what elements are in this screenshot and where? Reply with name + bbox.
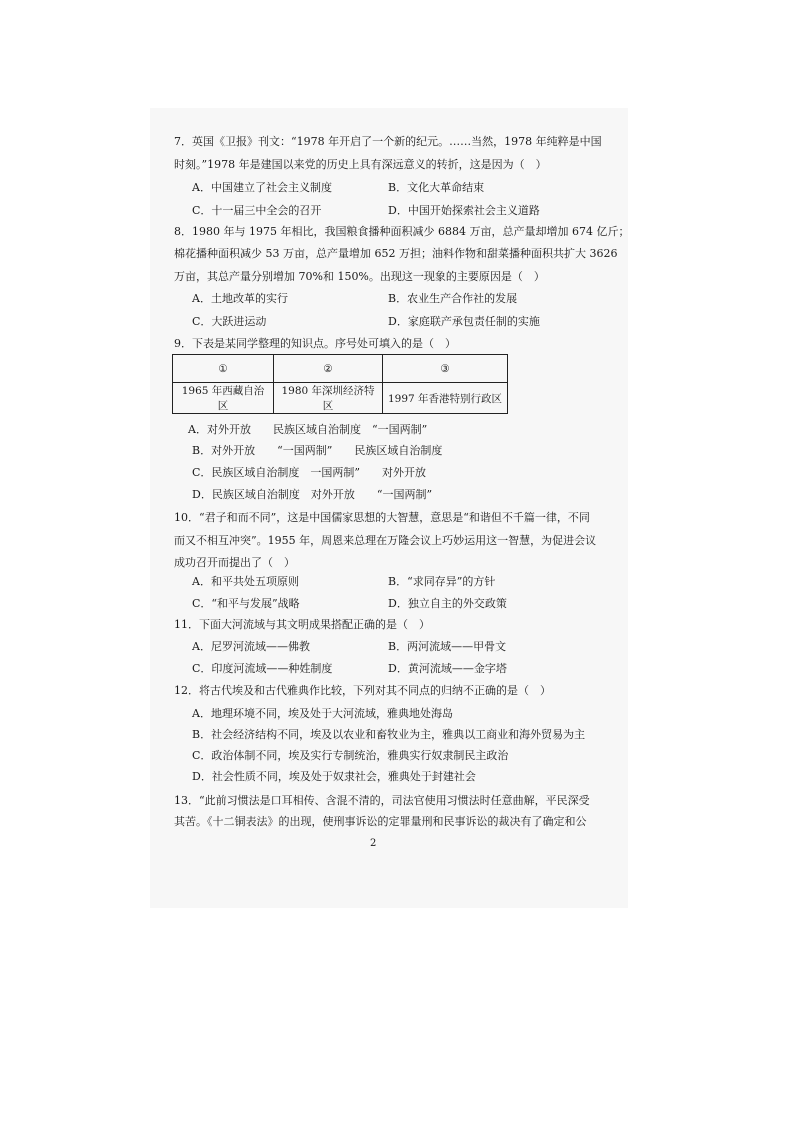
question-9-option-d: D．民族区域自治制度 对外开放 “一国两制” — [192, 488, 433, 501]
table-header-cell: ② — [274, 355, 383, 383]
question-12-option-b: B．社会经济结构不同，埃及以农业和畜牧业为主，雅典以工商业和海外贸易为主 — [192, 728, 586, 741]
question-10-line-2: 而又不相互冲突”。1955 年，周恩来总理在万隆会议上巧妙运用这一智慧，为促进会议 — [174, 534, 597, 547]
table-header-row — [173, 355, 508, 383]
question-8-option-a: A．土地改革的实行 — [192, 292, 288, 305]
question-10-line-1: 10．“君子和而不同”，这是中国儒家思想的大智慧，意思是“和谐但不千篇一律，不同 — [174, 511, 590, 524]
question-7-line-2: 时刻。”1978 年是建国以来党的历史上具有深远意义的转折，这是因为（ ） — [174, 158, 547, 171]
question-11-option-d: D．黄河流域——金字塔 — [388, 662, 507, 675]
question-8-line-2: 棉花播种面积减少 53 万亩，总产量增加 652 万担；油料作物和甜菜播种面积共扩大 3626 — [174, 247, 618, 260]
question-13-line-1: 13．“此前习惯法是口耳相传、含混不清的，司法官使用习惯法时任意曲解，平民深受 — [174, 794, 590, 807]
question-8-option-d: D．家庭联产承包责任制的实施 — [388, 315, 540, 328]
question-7-option-b: B．文化大革命结束 — [388, 181, 485, 194]
question-7-option-a: A．中国建立了社会主义制度 — [192, 181, 332, 194]
question-12-option-d: D．社会性质不同，埃及处于奴隶社会，雅典处于封建社会 — [192, 770, 476, 783]
question-10-line-3: 成功召开而提出了（ ） — [174, 556, 295, 569]
question-9-option-b: B．对外开放 “一国两制” 民族区域自治制度 — [192, 444, 443, 457]
question-8-option-b: B．农业生产合作社的发展 — [388, 292, 518, 305]
question-10-option-c: C．“和平与发展”战略 — [192, 597, 300, 610]
question-9-option-c: C．民族区域自治制度 一国两制” 对外开放 — [192, 466, 427, 479]
question-10-option-a: A．和平共处五项原则 — [192, 575, 299, 588]
question-10-option-b: B．“求同存异”的方针 — [388, 575, 496, 588]
question-8-line-3: 万亩，其总产量分别增加 70%和 150%。出现这一现象的主要原因是（ ） — [174, 270, 545, 283]
question-11-option-c: C．印度河流域——种姓制度 — [192, 662, 333, 675]
question-12-line: 12．将古代埃及和古代雅典作比较，下列对其不同点的归纳不正确的是（ ） — [174, 684, 551, 697]
knowledge-table — [172, 354, 508, 414]
question-7-option-d: D．中国开始探索社会主义道路 — [388, 204, 540, 217]
table-cell: 1980 年深圳经济特区 — [274, 383, 383, 414]
question-12-option-c: C．政治体制不同，埃及实行专制统治，雅典实行奴隶制民主政治 — [192, 749, 509, 762]
table-header-cell: ① — [173, 355, 274, 383]
question-11-option-a: A．尼罗河流域——佛教 — [192, 640, 310, 653]
table-row — [173, 383, 508, 414]
question-7-option-c: C．十一届三中全会的召开 — [192, 204, 322, 217]
table-cell: 1997 年香港特别行政区 — [383, 383, 508, 414]
page-number: 2 — [370, 838, 377, 849]
question-13-line-2: 其苦。《十二铜表法》的出现，使刑事诉讼的定罪量刑和民事诉讼的裁决有了确定和公 — [174, 815, 587, 828]
question-7-line-1: 7．英国《卫报》刊文：“1978 年开启了一个新的纪元。……当然，1978 年纯粹是中国 — [174, 135, 602, 148]
question-9-option-a: A．对外开放 民族区域自治制度 “一国两制” — [188, 423, 428, 436]
question-10-option-d: D．独立自主的外交政策 — [388, 597, 507, 610]
question-8-line-1: 8．1980 年与 1975 年相比，我国粮食播种面积减少 6884 万亩，总产量却增加 674 亿斤； — [174, 225, 630, 238]
question-8-option-c: C．大跃进运动 — [192, 315, 267, 328]
question-11-option-b: B．两河流域——甲骨文 — [388, 640, 507, 653]
question-12-option-a: A．地理环境不同，埃及处于大河流域，雅典地处海岛 — [192, 707, 453, 720]
table-cell: 1965 年西藏自治区 — [173, 383, 274, 414]
question-11-line: 11．下面大河流域与其文明成果搭配正确的是（ ） — [174, 618, 430, 631]
question-9-line: 9．下表是某同学整理的知识点。序号处可填入的是（ ） — [174, 337, 456, 350]
table-header-cell: ③ — [383, 355, 508, 383]
